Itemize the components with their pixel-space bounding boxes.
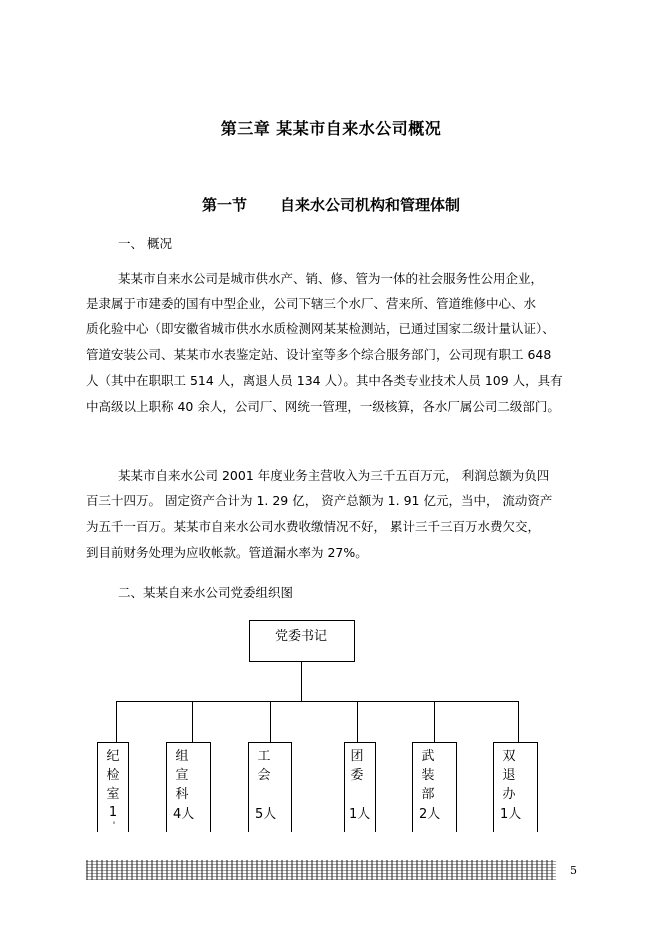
org-node-char: 武 (421, 749, 435, 764)
footer-pattern-bar (86, 860, 556, 880)
org-node-char: 纪 (106, 749, 120, 764)
org-connector (518, 701, 519, 742)
org-root-label: 党委书记 (275, 629, 328, 644)
org-node-char: 科 (175, 787, 189, 802)
paragraph-line: 某某市自来水公司是城市供水产、销、修、管为一体的社会服务性公用企业， (118, 271, 544, 286)
org-node-count: 2人 (419, 807, 441, 822)
heading-overview: 一、 概况 (118, 236, 172, 251)
org-node-youth-league (344, 742, 376, 832)
org-node-char: 宣 (175, 768, 189, 783)
section-number: 第一节 (202, 196, 248, 214)
paragraph-line: 管道安装公司、某某市水表鉴定站、设计室等多个综合服务部门，公司现有职工 648 (86, 347, 552, 362)
org-node-retirement-office (493, 742, 538, 832)
org-node-count: 4人 (173, 807, 195, 822)
page-number: 5 (570, 864, 577, 877)
paragraph-line: 某某市自来水公司 2001 年度业务主营收入为三千五百万元， 利润总额为负四 (118, 468, 550, 483)
org-node-char: ' (112, 821, 116, 831)
org-node-count: 5人 (255, 807, 277, 822)
org-connector (301, 662, 302, 701)
org-node-propaganda (166, 742, 211, 832)
org-node-char: 工 (257, 749, 271, 764)
org-node-char: 退 (502, 768, 516, 783)
section-title: 自来水公司机构和管理体制 (280, 196, 461, 214)
org-connector (192, 701, 193, 742)
paragraph-line: 为五千一百万。某某市自来水公司水费收缴情况不好， 累计三千三百万水费欠交， (86, 519, 540, 534)
org-connector (116, 701, 117, 742)
paragraph-line: 质化验中心（即安徽省城市供水水质检测网某某检测站，已通过国家二级计量认证）、 (86, 321, 555, 336)
paragraph-line: 百三十四万。 固定资产合计为 1. 29 亿， 资产总额为 1. 91 亿元，当中， 流动资产 (86, 493, 553, 508)
org-connector (116, 701, 519, 702)
org-node-char: 会 (257, 768, 271, 783)
org-connector (434, 701, 435, 742)
org-root-box (249, 620, 355, 662)
org-node-char: 团 (350, 749, 364, 764)
org-node-count: 1人 (349, 807, 371, 822)
paragraph-line: 中高级以上职称 40 余人，公司厂、网统一管理，一级核算，各水厂属公司二级部门。 (86, 399, 560, 414)
org-node-char: 双 (502, 749, 516, 764)
org-connector (270, 701, 271, 742)
org-connector (357, 701, 358, 742)
heading-org-chart: 二、某某自来水公司党委组织图 (118, 585, 294, 600)
org-node-char: 办 (502, 787, 516, 802)
org-node-char: 室 (106, 787, 120, 802)
paragraph-line: 人（其中在职职工 514 人，离退人员 134 人）。其中各类专业技术人员 109 人，具有 (86, 373, 563, 388)
paragraph-line: 到目前财务处理为应收帐款。管道漏水率为 27%。 (86, 545, 368, 560)
chapter-title: 第三章 某某市自来水公司概况 (220, 119, 442, 138)
org-node-char: 检 (106, 768, 120, 783)
org-node-armed-forces (412, 742, 457, 832)
org-node-char: 部 (421, 787, 435, 802)
org-node-char: 委 (350, 768, 364, 783)
org-node-char: 装 (421, 768, 435, 783)
paragraph-line: 是隶属于市建委的国有中型企业，公司下辖三个水厂、营来所、管道维修中心、水 (86, 296, 537, 311)
org-node-count: 1人 (500, 807, 522, 822)
org-node-char: 1 (108, 805, 118, 820)
org-node-char: 组 (175, 749, 189, 764)
org-node-discipline (97, 742, 129, 832)
org-node-union (248, 742, 292, 832)
